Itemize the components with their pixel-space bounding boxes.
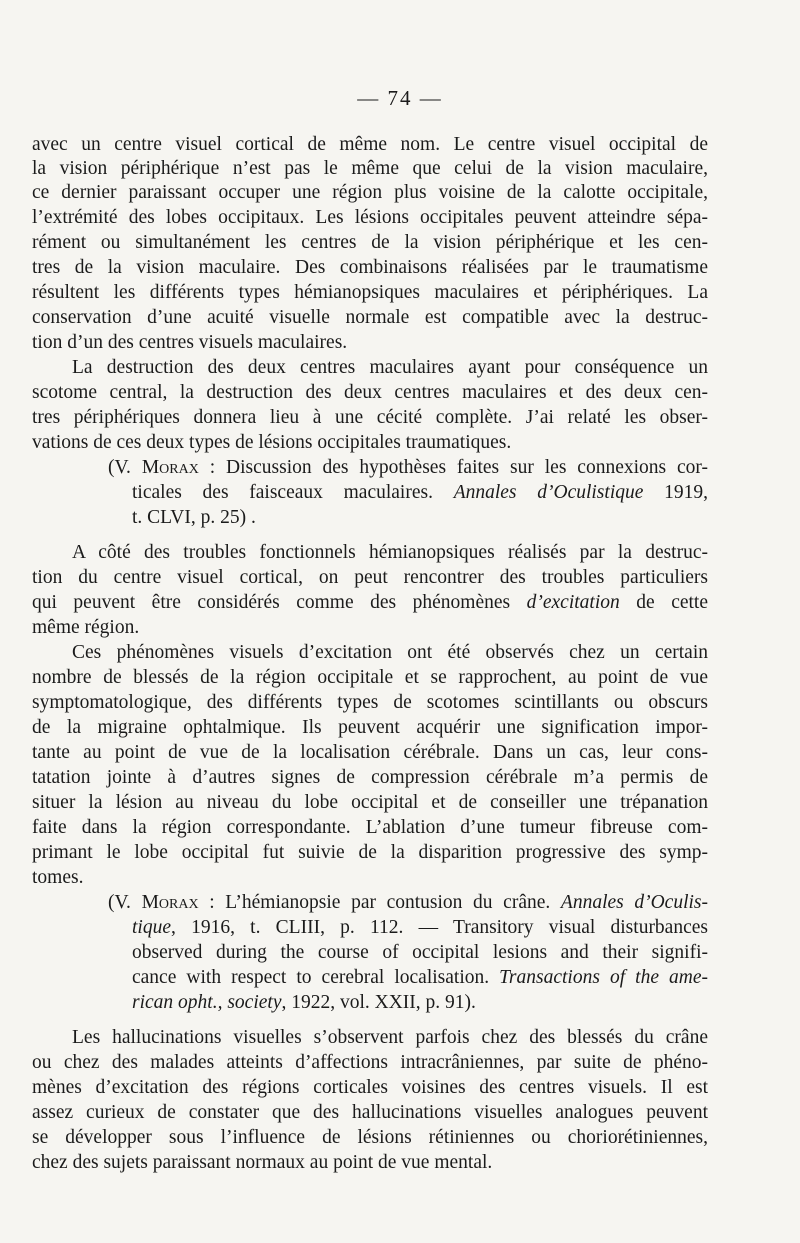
reference-line: observed during the course of occipital lesions and their signifi- bbox=[132, 942, 708, 963]
text-line: primant le lobe occipital fut suivie de la disparition progressive des symp- bbox=[32, 842, 708, 863]
text-line: la vision périphérique n’est pas le même que celui de la vision maculaire, bbox=[32, 158, 708, 179]
journal-title: tique bbox=[132, 917, 171, 938]
text-line: tatation jointe à d’autres signes de compression cérébrale m’a permis de bbox=[32, 767, 708, 788]
text-line: chez des sujets paraissant normaux au point de vue mental. bbox=[32, 1152, 493, 1173]
text-line: ou chez des malades atteints d’affections intracrâniennes, par suite de phéno- bbox=[32, 1052, 708, 1073]
text-line: A côté des troubles fonctionnels hémianopsiques réalisés par la destruc- bbox=[72, 542, 708, 563]
text-line: symptomatologique, des différents types de scotomes scintillants ou obscurs bbox=[32, 692, 708, 713]
journal-title: Transactions of the ame- bbox=[499, 967, 708, 988]
reference-line: t. CLVI, p. 25) . bbox=[132, 507, 256, 528]
text-line: ce dernier paraissant occuper une région plus voisine de la calotte occipitale, bbox=[32, 182, 708, 203]
text-line: vations de ces deux types de lésions occipitales traumatiques. bbox=[32, 432, 512, 453]
journal-title: Annales d’Oculistique bbox=[453, 482, 644, 503]
text-line: Ces phénomènes visuels d’excitation ont été observés chez un certain bbox=[72, 642, 708, 663]
emphasis: d’excitation bbox=[526, 592, 620, 613]
reference-line: ticales des faisceaux maculaires. Annales d’Oculistique 1919, bbox=[132, 482, 708, 503]
text-line: tion du centre visuel cortical, on peut rencontrer des troubles particuliers bbox=[32, 567, 708, 588]
reference-line: cance with respect to cerebral localisation. Transactions of the ame- bbox=[132, 967, 708, 988]
text-line: rément ou simultanément les centres de la vision périphérique et les cen- bbox=[32, 232, 708, 253]
journal-title: Annales d’Oculis- bbox=[560, 892, 709, 913]
reference-line: (V. Morax : Discussion des hypothèses faites sur les connexions cor- bbox=[108, 457, 708, 478]
text-line: de la migraine ophtalmique. Ils peuvent acquérir une signification impor- bbox=[32, 717, 708, 738]
text-line: se développer sous l’influence de lésions rétiniennes ou choriorétiniennes, bbox=[32, 1127, 708, 1148]
text-line: La destruction des deux centres maculaires ayant pour conséquence un bbox=[72, 357, 708, 378]
text-line: l’extrémité des lobes occipitaux. Les lésions occipitales peuvent atteindre sépa- bbox=[32, 207, 708, 228]
text-line: tion d’un des centres visuels maculaires. bbox=[32, 332, 348, 353]
text-line: faite dans la région correspondante. L’ablation d’une tumeur fibreuse com- bbox=[32, 817, 708, 838]
author-name: Morax bbox=[141, 892, 199, 913]
text-line: situer la lésion au niveau du lobe occipital et de conseiller une trépanation bbox=[32, 792, 708, 813]
author-name: Morax bbox=[141, 457, 199, 478]
text-line: avec un centre visuel cortical de même nom. Le centre visuel occipital de bbox=[32, 134, 708, 155]
text-line: résultent les différents types hémianopsiques maculaires et périphériques. La bbox=[32, 282, 708, 303]
text-line: tomes. bbox=[32, 867, 84, 888]
reference-line: (V. Morax : L’hémianopsie par contusion du crâne. Annales d’Oculis- bbox=[108, 892, 709, 913]
text-line: tres de la vision maculaire. Des combinaisons réalisées par le traumatisme bbox=[32, 257, 708, 278]
text-line: scotome central, la destruction des deux centres maculaires et des deux cen- bbox=[32, 382, 708, 403]
page-number: — 74 — bbox=[357, 86, 443, 110]
text-line: tres périphériques donnera lieu à une cécité complète. J’ai relaté les obser- bbox=[32, 407, 708, 428]
text-line: conservation d’une acuité visuelle normale est compatible avec la destruc- bbox=[32, 307, 708, 328]
text-line: tante au point de vue de la localisation cérébrale. Dans un cas, leur cons- bbox=[32, 742, 708, 763]
text-line: même région. bbox=[32, 617, 140, 638]
reference-line: rican opht., society, 1922, vol. XXII, p. 91). bbox=[132, 992, 476, 1013]
text-line: qui peuvent être considérés comme des phénomènes d’excitation de cette bbox=[32, 592, 708, 613]
text-line: Les hallucinations visuelles s’observent parfois chez des blessés du crâne bbox=[72, 1027, 708, 1048]
reference-line: tique, 1916, t. CLIII, p. 112. — Transitory visual disturbances bbox=[132, 917, 708, 938]
text-line: assez curieux de constater que des hallucinations visuelles analogues peuvent bbox=[32, 1102, 708, 1123]
text-line: nombre de blessés de la région occipitale et se rapprochent, au point de vue bbox=[32, 667, 708, 688]
journal-title: rican opht., society bbox=[132, 992, 282, 1013]
text-line: mènes d’excitation des régions corticales voisines des centres visuels. Il est bbox=[32, 1077, 708, 1098]
